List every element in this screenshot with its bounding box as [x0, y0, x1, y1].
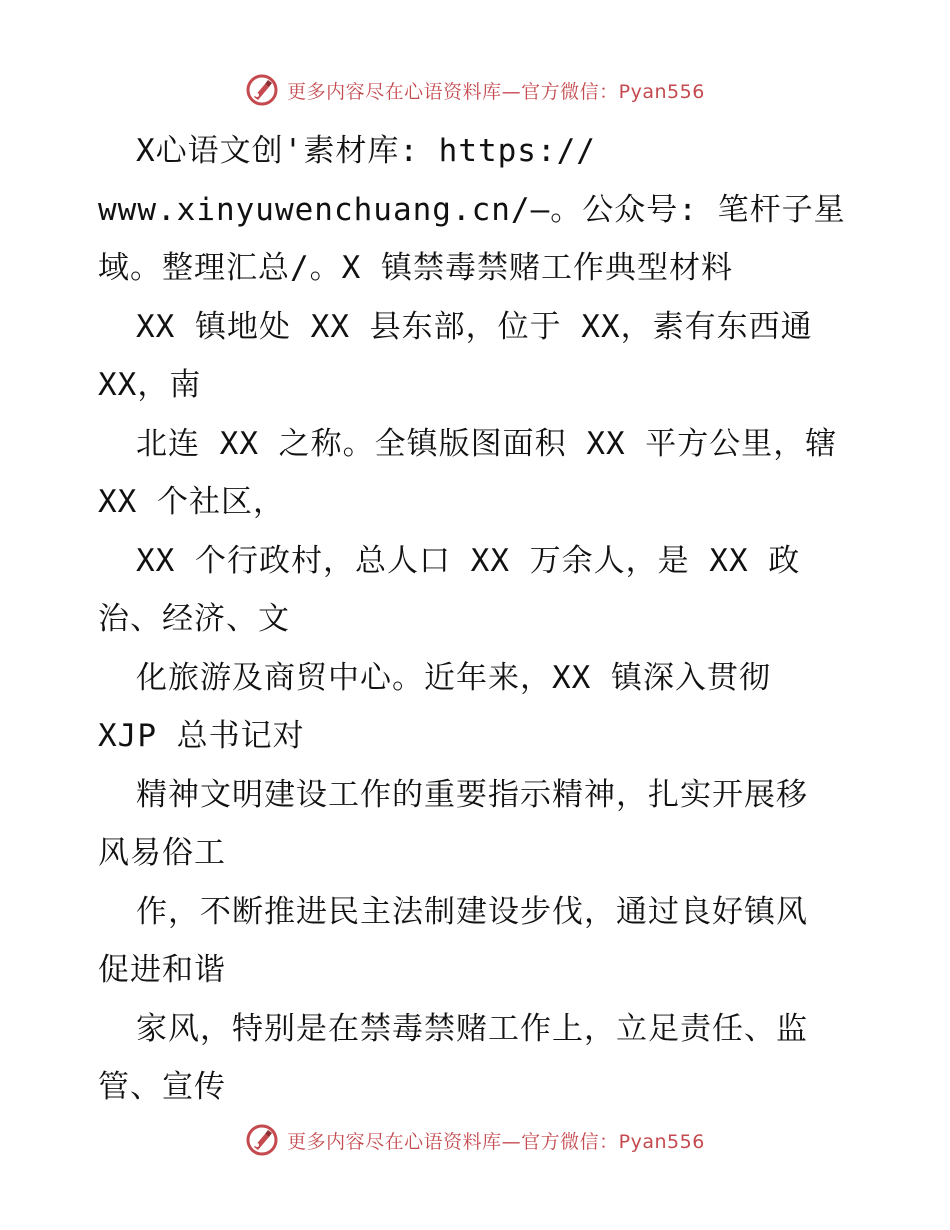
- body-line: XX 镇地处 XX 县东部，位于 XX，素有东西通: [136, 308, 813, 345]
- body-line: 风易俗工: [98, 835, 226, 871]
- body-line: 家风，特别是在禁毒禁赌工作上，立足责任、监: [136, 1010, 808, 1047]
- body-line: XX，南: [98, 367, 202, 403]
- footer-banner-contact: 官方微信：Pyan556: [521, 1130, 705, 1153]
- header-banner: [0, 70, 950, 110]
- body-line: XX 个社区，: [98, 484, 285, 520]
- body-line: 精神文明建设工作的重要指示精神，扎实开展移: [136, 776, 808, 813]
- body-line: X心语文创'素材库: https://: [136, 133, 596, 169]
- header-banner-title: 更多内容尽在心语资料库: [287, 80, 502, 103]
- body-line: XX 个行政村，总人口 XX 万余人，是 XX 政: [136, 542, 801, 579]
- footer-banner-text: [287, 1127, 705, 1154]
- footer-banner-title: 更多内容尽在心语资料库: [287, 1130, 502, 1153]
- footer-banner-separator: —: [501, 1130, 522, 1153]
- body-line: 域。整理汇总/。X 镇禁毒禁赌工作典型材料: [98, 250, 733, 286]
- body-line: 作，不断推进民主法制建设步伐，通过良好镇风: [136, 893, 808, 930]
- body-line: 管、宣传: [98, 1069, 226, 1105]
- header-banner-contact: 官方微信：Pyan556: [521, 80, 705, 103]
- body-line: 促进和谐: [98, 952, 226, 988]
- header-banner-separator: —: [501, 80, 522, 103]
- body-line: 化旅游及商贸中心。近年来，XX 镇深入贯彻: [136, 659, 771, 696]
- pen-logo-icon: [245, 73, 279, 107]
- pen-logo-icon: [245, 1123, 279, 1157]
- body-line: www.xinyuwenchuang.cn/—。公众号: 笔杆子星: [98, 191, 846, 228]
- body-line: XJP 总书记对: [98, 718, 305, 754]
- header-banner-text: [287, 77, 705, 104]
- body-line: 北连 XX 之称。全镇版图面积 XX 平方公里，辖: [136, 425, 838, 462]
- body-line: 治、经济、文: [98, 601, 290, 637]
- footer-banner: [0, 1120, 950, 1160]
- document-body: [98, 122, 858, 1117]
